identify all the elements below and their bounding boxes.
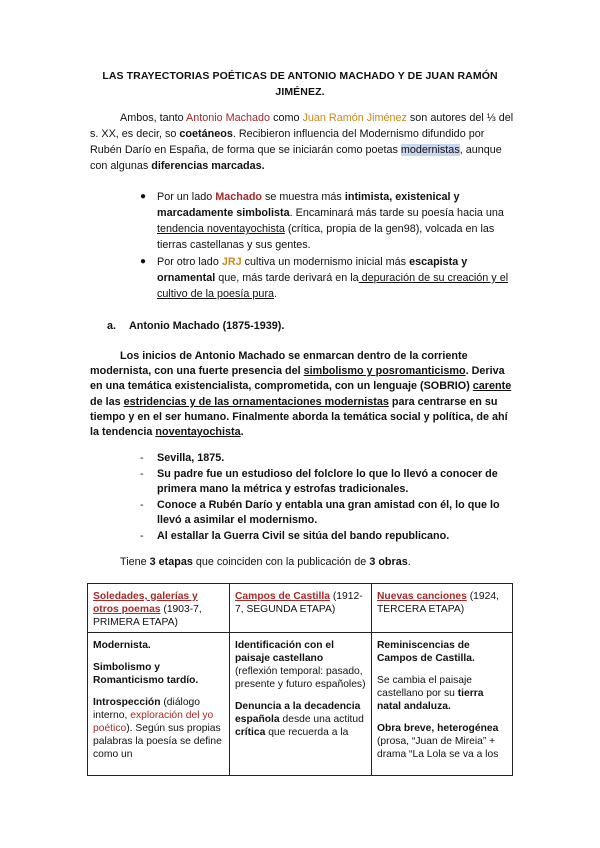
table-header-row [88,584,513,633]
header-cell-campos [230,584,372,633]
bullet-text: . Encaminará más tarde su poesía hacia una [289,207,504,219]
cell-text: Se cambia el paisaje castellano por su [377,675,473,699]
dash-marker: - [140,529,144,542]
bullet-underlined: depuración de su creación y el cultivo de la poesía pura [157,272,509,300]
etapas-sentence [120,556,411,568]
bullet-dot-icon: ● [140,256,147,267]
cell-text: Modernista. [93,640,151,651]
biography-text: Sevilla, 1875. [157,452,225,464]
table-body-row [88,633,513,776]
author-jrj: Juan Ramón Jiménez [302,112,407,124]
title-line-1: LAS TRAYECTORIAS POÉTICAS DE ANTONIO MACHADO Y DE JUAN RAMÓN [102,70,498,82]
cell-paragraph [235,639,366,691]
intro-paragraph [90,110,514,174]
dash-marker: - [140,467,144,480]
title-line-2: JIMÉNEZ. [275,86,325,98]
section-heading-machado [107,320,284,332]
work-title-campos: Campos de Castilla [235,591,330,602]
etapas-bold: 3 obras [369,556,408,568]
cell-bold: tierra natal andaluza. [377,688,484,712]
cell-red: exploración del yo poético [93,710,214,734]
bullet-text: Por un lado [157,191,216,203]
work-title-soledades: Soledades, galerías y otros poemas [93,591,198,615]
biography-text: Al estallar la Guerra Civil se sitúa del bando republicano. [157,529,450,542]
stages-table [87,583,513,776]
bullet-text: . [274,288,278,300]
keyword-coetaneos: coetáneos [179,128,233,140]
overview-text: de las [90,395,124,408]
biography-list [140,451,518,544]
dash-marker: - [140,498,144,511]
author-machado: Antonio Machado [186,112,271,124]
bullet-dot-icon: ● [140,191,147,202]
header-cell-nuevas [372,584,513,633]
biography-item [140,498,518,529]
cell-text: Simbolismo y Romanticismo tardío. [93,662,199,686]
work-meta: (1912-7, SEGUNDA ETAPA) [235,591,363,615]
cell-bold: Obra breve, heterogénea [377,723,499,734]
etapas-bold: 3 etapas [149,556,193,568]
cell-bold: Denuncia a la decadencia española [235,701,361,725]
dash-marker: - [140,452,144,464]
overview-text: . [240,426,244,439]
section-title: Antonio Machado (1875-1939). [129,320,285,332]
cell-text: desde una actitud [279,714,364,725]
cell-bold: Identificación con el paisaje castellano [235,640,334,664]
intro-text: como [270,112,303,124]
overview-underlined: estridencias y de las ornamentaciones modernistas [123,395,389,408]
cell-text: (reflexión temporal: pasado, presente y futuro españoles) [235,666,366,690]
etapas-text: Tiene [120,556,150,568]
overview-underlined: carente [472,380,512,393]
cell-text: (diálogo interno, [93,697,201,721]
biography-item [140,451,518,467]
cell-text: Reminiscencias de Campos de Castilla. [377,640,475,664]
intro-text: , aunque con algunas [90,144,502,172]
cell-text: ). Según sus propias palabras la poesía se define como un [93,723,222,760]
work-title-nuevas: Nuevas canciones [377,591,467,602]
highlighted-modernistas: modernistas [400,144,460,156]
cell-paragraph [377,722,507,761]
cell-bold: crítica [235,727,266,738]
cell-soledades [88,633,230,776]
cell-text: que recuerda a la [265,727,349,738]
cell-text: (prosa, “Juan de Mireia” + drama “La Lola se va a los [377,736,499,760]
bullet-bold: escapista y ornamental [157,256,468,284]
machado-overview-paragraph [90,349,515,440]
biography-text: Su padre fue un estudioso del folclore lo que lo llevó a conocer de primera mano la métrica y estrofas tradicionales. [157,467,498,495]
etapas-text: que coinciden con la publicación de [192,556,370,568]
intro-text: son autores del ⅓ del s. XX, es decir, so [90,112,514,140]
bullet-text: (crítica, propia de la gen98), volcada en las tierras castellanas y sus gentes. [157,223,495,251]
overview-underlined: simbolismo y posromanticismo [303,365,466,378]
comparison-bullets [140,189,518,303]
overview-text: . Deriva en una temática existencialista, comprometida, con un lenguaje (SOBRIO) [90,365,505,393]
bullet-text: Por otro lado [157,256,222,268]
document-title [90,68,510,100]
work-meta: (1924, TERCERA ETAPA) [377,591,499,615]
cell-bold: Introspección [93,697,161,708]
etapas-text: . [407,556,411,568]
section-label: a. [107,320,117,332]
bullet-machado-name: Machado [215,191,263,203]
bullet-jrj-name: JRJ [221,256,242,268]
bullet-bold: intimista, existenical y marcadamente simbolista [157,191,460,219]
cell-nuevas [372,633,513,776]
bullet-underlined: tendencia noventayochista [157,223,285,235]
bullet-text: cultiva un modernismo inicial más [241,256,410,268]
cell-campos [230,633,372,776]
cell-paragraph [93,696,224,761]
intro-text: Ambos, tanto [120,112,187,124]
keyword-diferencias: diferencias marcadas. [151,160,265,172]
intro-text: . Recibieron influencia del Modernismo difundido por Rubén Darío en España, de forma que se iniciarán como poetas [90,128,485,156]
header-cell-soledades [88,584,230,633]
bullet-text: que, más tarde derivará en la [215,272,359,284]
cell-paragraph [377,674,507,713]
bullet-text: se muestra más [262,191,345,203]
overview-text: para centrarse en su tiempo y en el ser humano. Finalmente aborda la temática social y política, de ahí la tendencia [90,395,508,439]
bullet-machado [140,189,518,253]
overview-underlined: noventayochista [155,426,241,439]
biography-item [140,529,518,545]
bullet-jrj [140,254,518,302]
work-meta: (1903-7, PRIMERA ETAPA) [93,604,202,628]
biography-item [140,467,518,498]
overview-text: Los inicios de Antonio Machado se enmarcan dentro de la corriente modernista, con una fuerte presencia del [90,350,468,378]
biography-text: Conoce a Rubén Darío y entabla una gran amistad con él, lo que lo llevó a asimilar el modernismo. [157,498,500,526]
cell-paragraph [235,700,366,739]
